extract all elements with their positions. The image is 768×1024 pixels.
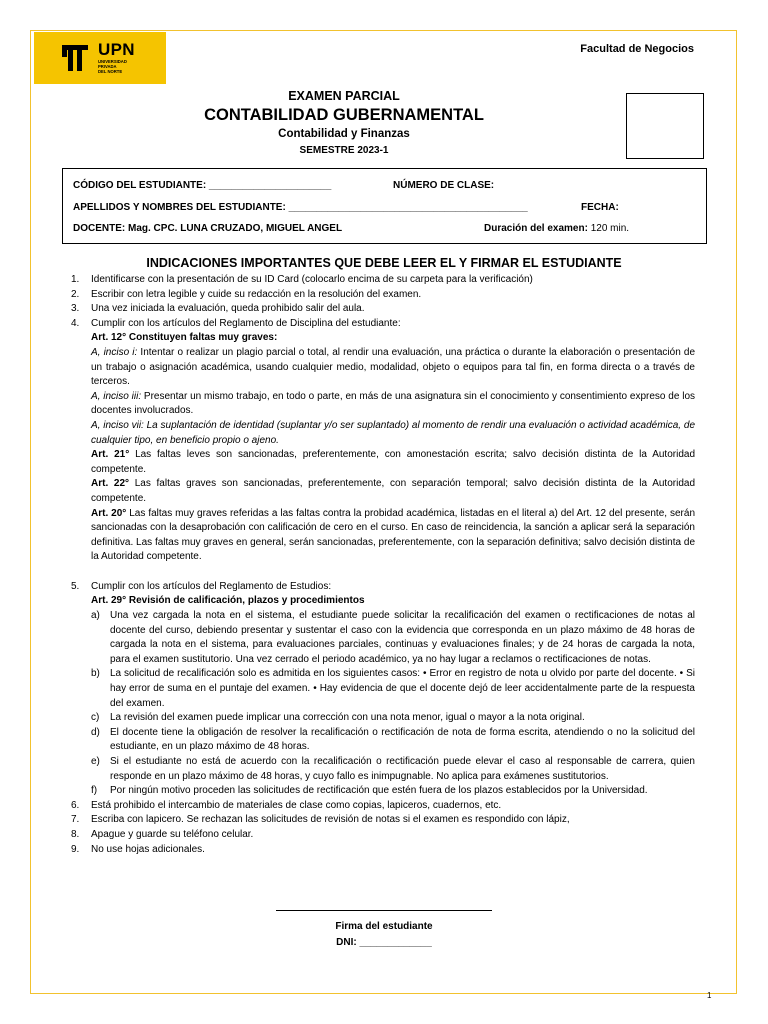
date-field[interactable]: FECHA:: [581, 202, 619, 213]
art29-point: a) Una vez cargada la nota en el sistema, el estudiante puede solicitar la recalificación del examen o rectificaciones de notas al docente del curso, debiendo presentar y sustentar el caso con la evidencia que corresponda en un plazo máximo de 48 horas de cargada la nota en el sistema, para evaluaciones parciales, continuas y evaluaciones finales; y de 24 horas de cargada la nota, para el examen sustitutorio. Una vez cerrado el periodo académico, ya no hay lugar a reclamos o rectificaciones de notas.: [91, 610, 695, 665]
art12-inciso-vii: A, inciso vii: La suplantación de identidad (suplantar y/o ser suplantado) al momento de rendir una evaluación o actividad académica, de cualquier tipo, en beneficio propio o ajeno.: [91, 419, 696, 446]
duration-label: Duración del examen: 120 min.: [484, 223, 630, 234]
signature-label: Firma del estudiante: [335, 921, 433, 932]
art29-point: b) La solicitud de recalificación solo es admitida en los siguientes casos: • Error en registro de nota u olvido por parte del docente. • Si hay error de suma en el puntaje del examen. • Hay evidencia de que el docente dejó de leer accidentalmente parte de la respuesta del examen.: [91, 668, 695, 709]
course-title: CONTABILIDAD GUBERNAMENTAL: [204, 106, 484, 124]
instructions-list: [71, 273, 695, 857]
career-name: Contabilidad y Finanzas: [278, 128, 410, 140]
art12-title: Art. 12° Constituyen faltas muy graves:: [91, 332, 278, 344]
art21: Art. 21° Las faltas leves son sancionadas, preferentemente, con amonestación escrita; salvo decisión distinta de la Autoridad competente.: [91, 449, 696, 475]
class-number-field[interactable]: NÚMERO DE CLASE:: [393, 180, 495, 191]
semester: SEMESTRE 2023-1: [299, 145, 389, 156]
art29-point: f) Por ningún motivo proceden las solicitudes de rectificación que estén fuera de los plazos establecidos por la Universidad.: [91, 785, 648, 797]
teacher-label: DOCENTE: Mag. CPC. LUNA CRUZADO, MIGUEL ANGEL: [73, 223, 343, 234]
art29-point: c) La revisión del examen puede implicar una corrección con una nota menor, igual o mayor a la nota original.: [91, 712, 585, 724]
list-item: 4. Cumplir con los artículos del Reglamento de Disciplina del estudiante:: [71, 317, 401, 329]
dni-field[interactable]: DNI: _____________: [336, 937, 432, 948]
list-item: 9. No use hojas adicionales.: [71, 843, 205, 855]
list-item: 3. Una vez iniciada la evaluación, queda prohibido salir del aula.: [71, 303, 365, 315]
instructions-title: INDICACIONES IMPORTANTES QUE DEBE LEER EL Y FIRMAR EL ESTUDIANTE: [146, 256, 622, 270]
art12-inciso-i: A, inciso i: Intentar o realizar un plagio parcial o total, al rendir una evaluación, una práctica o durante la elaboración o presentación de un trabajo o asignación académica, usando cualquier medio, modalidad, objeto o equipos para tal fin, en forma directa o a través de terceros.: [91, 346, 696, 388]
list-item: 1. Identificarse con la presentación de su ID Card (colocarlo encima de su carpeta para la verificación): [71, 274, 533, 285]
student-code-field[interactable]: CÓDIGO DEL ESTUDIANTE: ______________________: [73, 180, 332, 191]
duration-value: 120 min.: [590, 223, 630, 234]
faculty-name: Facultad de Negocios: [580, 43, 694, 55]
art12-inciso-iii: A, inciso iii: Presentar un mismo trabajo, en todo o parte, en más de una asignatura sin el conocimiento y consentimiento expreso de los docentes involucrados.: [91, 390, 696, 417]
art29-point: d) El docente tiene la obligación de resolver la recalificación o rectificación de nota de forma escrita, atendiendo o no la solicitud del estudiante, en un plazo máximo de 48 horas.: [91, 726, 695, 753]
student-name-field[interactable]: APELLIDOS Y NOMBRES DEL ESTUDIANTE: ___________________________________________: [73, 202, 528, 213]
art29-point: e) Si el estudiante no está de acuerdo con la recalificación o rectificación puede elevar el caso al responsable de carrera, quien responde en un plazo máximo de 48 horas, y cuyo fallo es inimpugnable. No aplica para exámenes sustitutorios.: [91, 756, 695, 782]
exam-type: EXAMEN PARCIAL: [288, 89, 400, 103]
list-item: 2. Escribir con letra legible y cuide su redacción en la resolución del examen.: [71, 288, 422, 300]
list-item: 6. Está prohibido el intercambio de materiales de clase como copias, lapiceros, cuadernos, etc.: [71, 799, 502, 811]
student-info-box: [62, 168, 707, 244]
art29-title: Art. 29° Revisión de calificación, plazos y procedimientos: [91, 595, 365, 607]
list-item: 5. Cumplir con los artículos del Reglamento de Estudios:: [71, 580, 332, 592]
art20: Art. 20° Las faltas muy graves referidas a las faltas contra la probidad académica, listadas en el literal a) del Art. 12 del presente, serán sancionadas con la desaprobación con calificación de cero en el curso. En caso de reincidencia, la sanción a aplicar será la separación definitiva. Las faltas muy graves en general, serán sancionadas, preferentemente, con la separación definitiva; salvo decisión distinta de la Autoridad competente.: [91, 507, 695, 563]
upn-logo: [34, 32, 166, 84]
page-number: 1: [707, 991, 712, 1000]
logo-brand: UPN: [98, 40, 135, 59]
list-item: 8. Apague y guarde su teléfono celular.: [71, 828, 254, 840]
list-item: 7. Escriba con lapicero. Se rechazan las solicitudes de revisión de notas si el examen es respondido con lápiz,: [71, 814, 570, 826]
upn-logo-icon: [60, 41, 94, 75]
signature-line[interactable]: [276, 910, 492, 911]
logo-subtitle: UNIVERSIDAD PRIVADA DEL NORTE: [98, 59, 127, 74]
art22: Art. 22° Las faltas graves son sancionadas, preferentemente, con separación temporal; salvo decisión distinta de la Autoridad competente.: [91, 478, 696, 504]
